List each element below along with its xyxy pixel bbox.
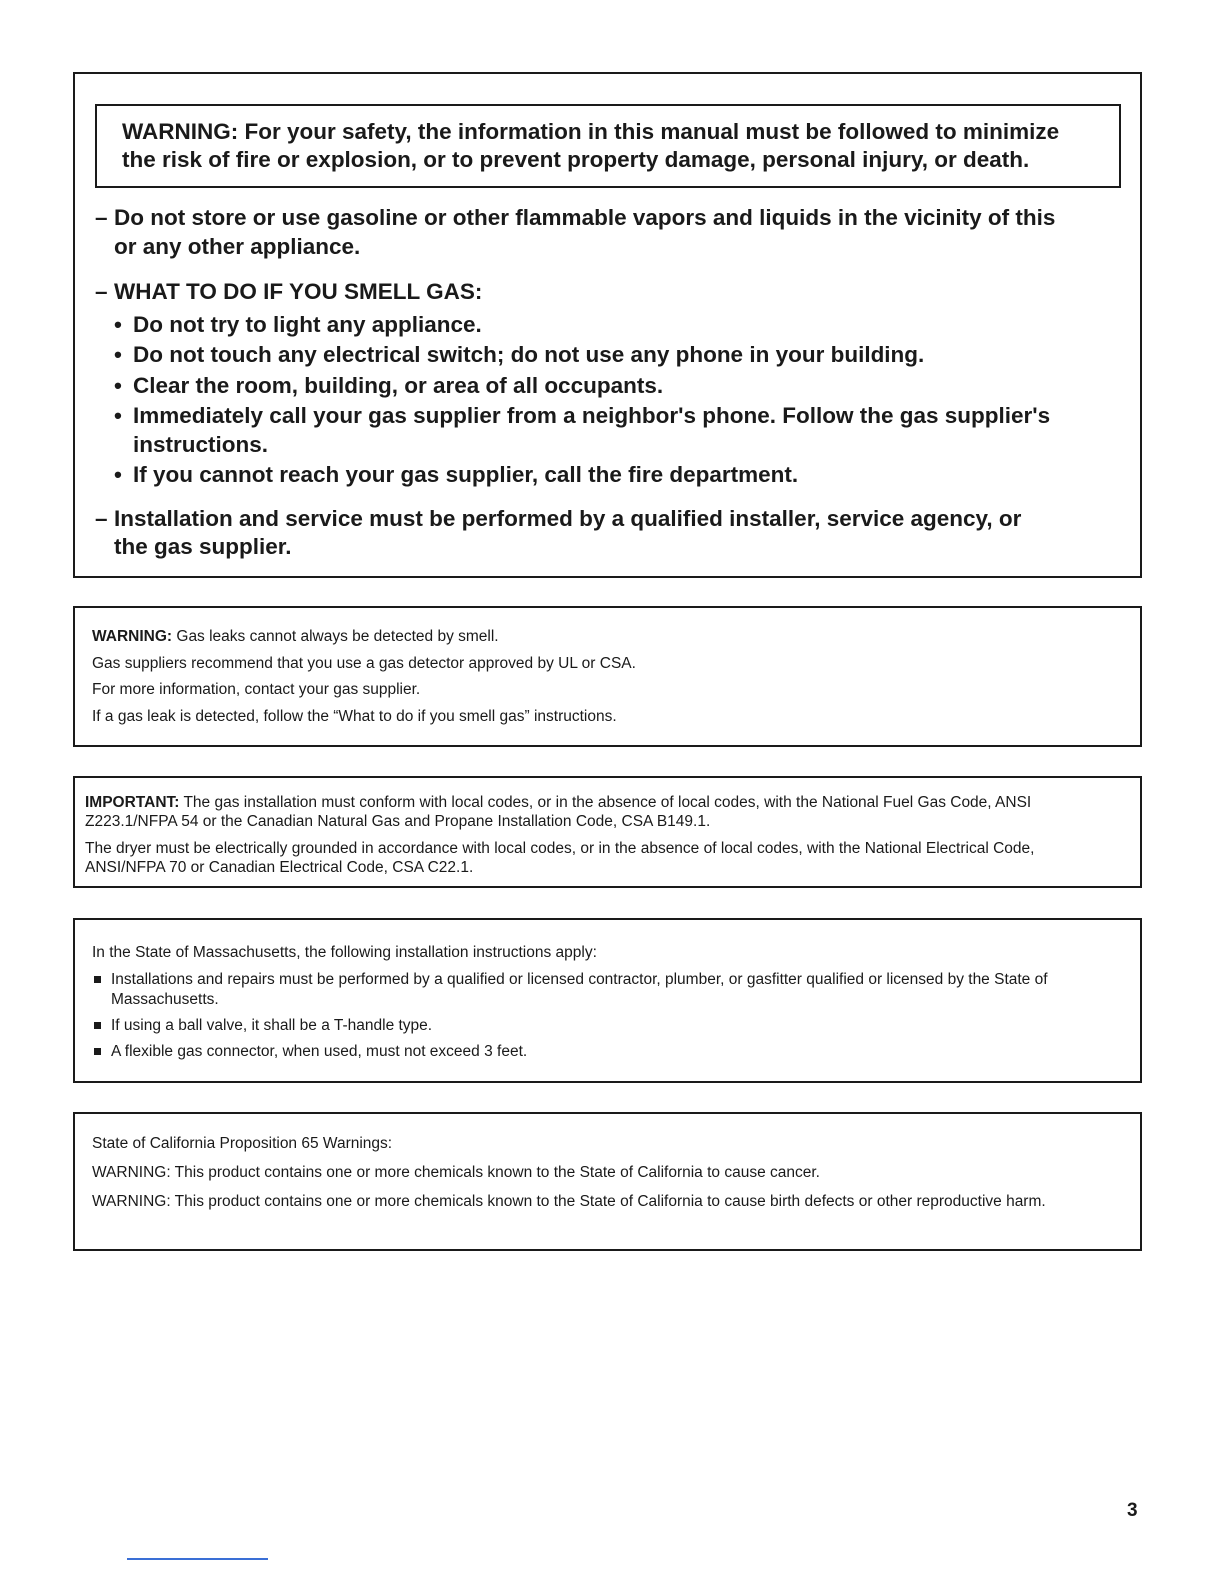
flammable-warning-line-1: Do not store or use gasoline or other flammable vapors and liquids in the vicinity of this xyxy=(114,205,1056,230)
bullet-text: Do not try to light any appliance. xyxy=(133,311,482,337)
list-item-text: Installations and repairs must be performed by a qualified or licensed contractor, plumber, or gasfitter qualified or licensed by the State of Massachusetts. xyxy=(111,971,1048,1008)
headline-line-1: WARNING: For your safety, the information in this manual must be followed to minimize xyxy=(122,119,1060,144)
list-item xyxy=(92,1042,1140,1062)
bullet-icon: • xyxy=(114,311,122,337)
bullet-text: Clear the room, building, or area of all occupants. xyxy=(133,372,664,398)
flammable-warning-item xyxy=(95,204,1125,261)
bullet-icon: • xyxy=(114,403,122,428)
leak-warning-line-1 xyxy=(92,626,1140,647)
bullet-icon: • xyxy=(114,462,122,487)
list-item xyxy=(95,372,1125,401)
dash-marker: – xyxy=(95,205,108,230)
list-item xyxy=(95,311,1125,340)
prop65-warning-1: WARNING: This product contains one or more chemicals known to the State of California to cause cancer. xyxy=(92,1164,820,1181)
list-item xyxy=(95,402,1125,459)
gas-leak-warning-box xyxy=(73,606,1142,747)
installation-warning-line-1: Installation and service must be performed by a qualified installer, service agency, or xyxy=(114,505,1022,531)
warning-label: WARNING: xyxy=(92,628,173,645)
footer-divider xyxy=(127,1558,268,1560)
gas-safety-warning-box xyxy=(73,72,1142,578)
list-item-text: A flexible gas connector, when used, must not exceed 3 feet. xyxy=(111,1043,528,1060)
leak-warning-line-4: If a gas leak is detected, follow the “What to do if you smell gas” instructions. xyxy=(92,707,617,725)
dash-marker: – xyxy=(95,505,108,531)
flammable-warning-line-2: or any other appliance. xyxy=(114,233,361,259)
installation-warning-line-2: the gas supplier. xyxy=(114,534,292,559)
safety-headline-box xyxy=(95,104,1121,188)
prop65-warning-2: WARNING: This product contains one or more chemicals known to the State of California to cause birth defects or other reproductive harm. xyxy=(92,1193,1046,1210)
bullet-text-line-2: instructions. xyxy=(133,431,269,457)
dash-marker: – xyxy=(95,279,108,304)
bullet-text: Do not touch any electrical switch; do not use any phone in your building. xyxy=(133,342,925,367)
list-item xyxy=(92,1016,1140,1036)
leak-warning-text: Gas leaks cannot always be detected by smell. xyxy=(172,628,499,645)
square-bullet-icon xyxy=(94,1022,101,1029)
massachusetts-instructions-box xyxy=(73,918,1142,1083)
warning-list xyxy=(95,204,1125,562)
list-item xyxy=(92,970,1140,1010)
bullet-icon: • xyxy=(114,372,122,398)
california-prop65-box xyxy=(73,1112,1142,1251)
square-bullet-icon xyxy=(94,976,101,983)
list-item xyxy=(95,461,1125,490)
square-bullet-icon xyxy=(94,1048,101,1055)
smell-gas-bullet-list xyxy=(95,311,1125,490)
bullet-text-line-1: Immediately call your gas supplier from a neighbor's phone. Follow the gas supplier's xyxy=(133,403,1051,428)
massachusetts-list xyxy=(92,970,1140,1062)
smell-gas-section xyxy=(95,278,1125,490)
prop65-title: State of California Proposition 65 Warnings: xyxy=(92,1135,393,1152)
leak-warning-line-2: Gas suppliers recommend that you use a gas detector approved by UL or CSA. xyxy=(92,654,636,672)
bullet-text: If you cannot reach your gas supplier, call the fire department. xyxy=(133,462,799,487)
important-paragraph-1 xyxy=(85,793,1140,831)
massachusetts-intro: In the State of Massachusetts, the following installation instructions apply: xyxy=(92,944,597,961)
headline-line-2: the risk of fire or explosion, or to prevent property damage, personal injury, or death. xyxy=(122,147,1030,172)
important-codes-box xyxy=(73,776,1142,888)
list-item xyxy=(95,341,1125,370)
important-paragraph-2: The dryer must be electrically grounded in accordance with local codes, or in the absence of local codes, with the National Electrical Code, ANSI/NFPA 70 or Canadian Electrical Code, CSA C22.1. xyxy=(85,840,1035,876)
important-text: The gas installation must conform with local codes, or in the absence of local codes, with the National Fuel Gas Code, ANSI Z223.1/NFPA 54 or the Canadian Natural Gas and Propane Installation Code, CSA B149.1. xyxy=(85,794,1032,830)
leak-warning-line-3: For more information, contact your gas supplier. xyxy=(92,681,421,698)
important-label: IMPORTANT: xyxy=(85,794,180,811)
bullet-icon: • xyxy=(114,342,122,367)
page-number: 3 xyxy=(1127,1500,1138,1521)
smell-gas-heading: WHAT TO DO IF YOU SMELL GAS: xyxy=(114,279,483,304)
list-item-text: If using a ball valve, it shall be a T-handle type. xyxy=(111,1017,433,1034)
installation-warning-item xyxy=(95,505,1125,562)
